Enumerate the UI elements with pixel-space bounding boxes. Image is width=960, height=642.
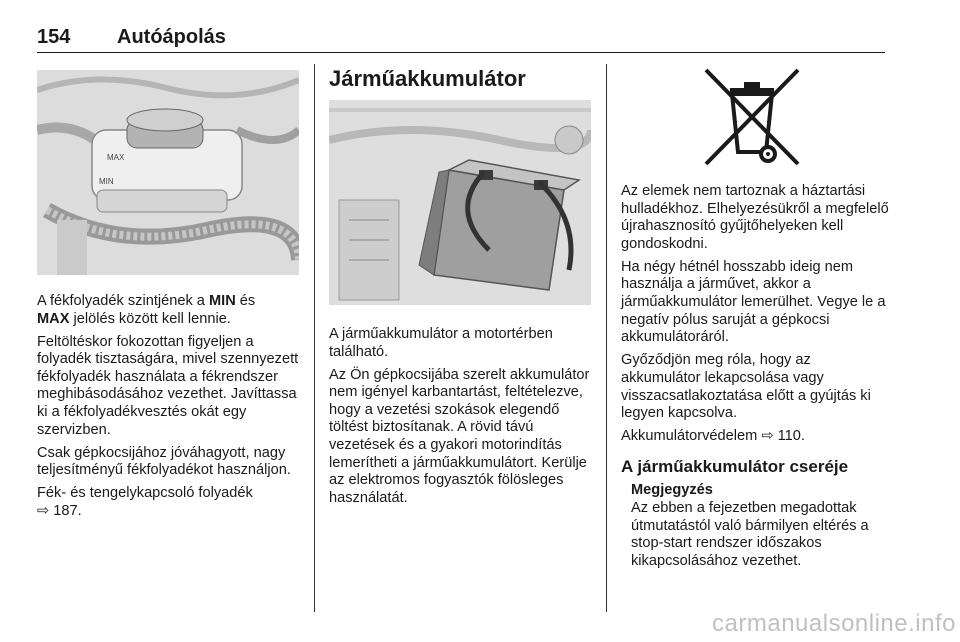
paragraph-ignition-off: Győződjön meg róla, hogy az akkumulátor lekapcsolása vagy visszacsatlakoztatása előtt a gyújtás ki legyen kapcsolva.: [621, 352, 871, 422]
column-1: [37, 293, 299, 526]
note-title: Megjegyzés: [631, 482, 713, 499]
section-title-battery: Járműakkumulátor: [329, 66, 526, 91]
paragraph-battery-protection-reference: Akkumulátorvédelem ⇨ 110.: [621, 428, 805, 445]
max-keyword: MAX: [37, 310, 70, 327]
paragraph-battery-location: A járműakkumulátor a motortérben található.: [329, 326, 553, 360]
paragraph-disposal: Az elemek nem tartoznak a háztartási hulladékhoz. Elhelyezésükről a megfelelő újrahasznosító gyűjtőhelyeken kell gondoskodni.: [621, 183, 889, 252]
brake-fluid-reservoir-illustration: [37, 70, 299, 275]
paragraph-approved-fluid: Csak gépkocsijához jóváhagyott, nagy teljesítményű fékfolyadékot használjon.: [37, 444, 291, 479]
battery-illustration: [329, 100, 591, 305]
brake-fluid-reservoir-figure: [37, 70, 299, 275]
min-keyword: MIN: [208, 293, 236, 309]
crossed-bin-icon: [700, 66, 804, 168]
note-box: [621, 482, 891, 570]
column-3: [621, 183, 891, 570]
arrow-reference-icon: ⇨: [761, 428, 774, 445]
watermark: carmanualsonline.info: [712, 610, 956, 637]
paragraph-long-storage: Ha négy hétnél hosszabb ideig nem használja a járművet, akkor a járműakkumulátor lemerülhet. Vegye le a negatív pólus saruját a gépkocsi akkumulátoráról.: [621, 258, 886, 346]
max-label: MAX: [107, 153, 125, 162]
paragraph-fluid-reference: Fék- és tengelykapcsoló folyadék ⇨ 187.: [37, 485, 253, 520]
note-text: Az ebben a fejezetben megadottak útmutatástól való bármilyen eltérés a stop-start rendszer időszakos kikapcsolásához vezethet.: [631, 500, 869, 569]
header-divider: [37, 52, 885, 53]
paragraph-min-max: A fékfolyadék szintjének a MIN és MAX jelölés között kell lennie.: [37, 293, 256, 327]
subsection-title-battery-replacement: A járműakkumulátor cseréje: [621, 456, 849, 476]
column-divider-1: [314, 64, 315, 612]
paragraph-fluid-cleanliness: Feltöltéskor fokozottan figyeljen a folyadék tisztaságára, mivel szennyezett fékfolyadék használata a fékrendszer meghibásodásához vezethet. Javíttassa ki a fékfolyadékvesztés okát egy szervizben.: [37, 333, 299, 438]
page-reference-link[interactable]: 110.: [777, 428, 805, 445]
page-number: 154: [37, 26, 71, 48]
column-2: [329, 326, 591, 513]
battery-figure: [329, 100, 591, 305]
page-reference-link[interactable]: 187.: [53, 503, 82, 520]
paragraph-battery-maintenance: Az Ön gépkocsijába szerelt akkumulátor nem igényel karbantartást, feltételezve, hogy a vezetési szokások elegendő töltést biztosítanak. A rövid távú vezetések és a gyakori motorindítás lemerítheti a járműakkumulátort. Kerülje az elektromos fogyasztók fölösleges használatát.: [329, 366, 590, 506]
page-title: Autóápolás: [117, 26, 226, 48]
page-header: [37, 26, 885, 52]
min-label: MIN: [99, 177, 114, 186]
arrow-reference-icon: ⇨: [37, 503, 50, 520]
column-divider-2: [606, 64, 607, 612]
